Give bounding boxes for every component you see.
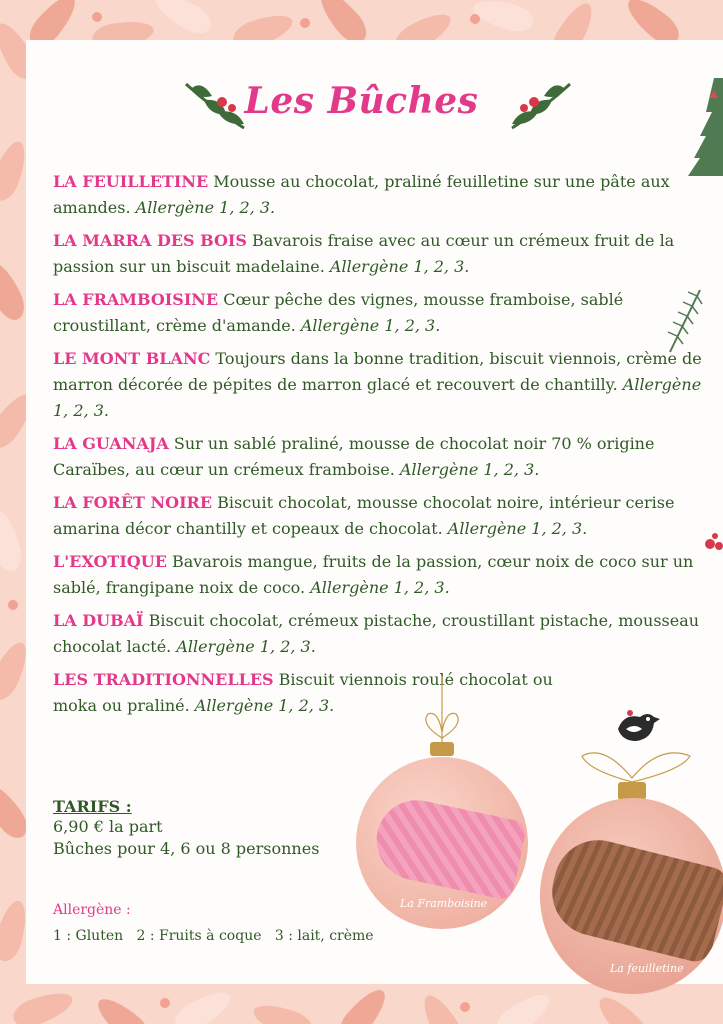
buche-name: LES TRADITIONNELLES [53,670,274,689]
buche-name: LA FORÊT NOIRE [53,493,213,512]
buche-allergens: Allergène 1, 2, 3. [300,316,441,335]
list-item [53,490,703,542]
ornament-label-framboisine: La Framboisine [400,897,488,910]
buche-allergens: Allergène 1, 2, 3. [53,375,702,420]
feuilletine-buche-image [543,831,723,965]
buche-name: L'EXOTIQUE [53,552,167,571]
buche-allergens: Allergène 1, 2, 3. [447,519,588,538]
list-item [53,169,703,221]
tarifs-block [53,797,353,860]
buche-description: Cœur pêche des vignes, mousse framboise, sablé croustillant, crème d'amande. [53,290,624,335]
buche-allergens: Allergène 1, 2, 3. [329,257,470,276]
ornament-framboisine [356,757,528,929]
tarifs-title: TARIFS : [53,797,132,816]
buche-description: Toujours dans la bonne tradition, biscuit viennois, crème de marron décorée de pépites de marron glacé et recouvert de chantilly. [53,349,702,394]
ornament-label-feuilletine: La feuilletine [610,962,684,975]
bird-icon [614,707,660,747]
list-item [53,287,653,339]
buche-allergens: Allergène 1, 2, 3. [176,637,316,656]
list-item [53,431,703,483]
buche-name: LA FEUILLETINE [53,172,209,191]
buche-allergens: Allergène 1, 2, 3. [135,198,276,217]
buche-description: Mousse au chocolat, praliné feuilletine sur une pâte aux amandes. [53,172,670,217]
buche-allergens: Allergène 1, 2, 3. [194,696,335,715]
buche-description: Sur un sablé praliné, mousse de chocolat noir 70 % origine Caraïbes, au cœur un crémeux framboise. [53,434,655,479]
buche-name: LA GUANAJA [53,434,169,453]
holly-sprig-right-icon [508,78,574,132]
holly-berries-icon [700,520,723,554]
buche-description: Biscuit chocolat, mousse chocolat noire, intérieur cerise amarina décor chantilly et copeaux de chocolat. [53,493,675,538]
buche-name: LA FRAMBOISINE [53,290,219,309]
list-item [53,608,703,660]
buche-name: LA MARRA DES BOIS [53,231,247,250]
ornament-string-right [578,742,698,804]
buche-list [53,169,703,726]
buche-allergens: Allergène 1, 2, 3. [310,578,450,597]
list-item [53,549,703,601]
allergen-legend-list: 1 : Gluten 2 : Fruits à coque 3 : lait, crème [53,928,374,944]
buche-name: LA DUBAÏ [53,611,144,630]
buche-description: Bavarois mangue, fruits de la passion, cœur noix de coco sur un sablé, frangipane noix de coco. [53,552,694,597]
price-per-slice: 6,90 € la part [53,817,163,836]
framboisine-buche-image [369,793,527,901]
buche-description: Biscuit viennois roulé chocolat ou moka ou praliné. [53,670,553,715]
list-item [53,228,703,280]
ornament-feuilletine [540,798,723,994]
list-item [53,667,593,719]
buche-description: Bavarois fraise avec au cœur un crémeux fruit de la passion sur un biscuit madelaine. [53,231,675,276]
allergen-legend [53,902,433,944]
buche-sizes: Bûches pour 4, 6 ou 8 personnes [53,839,320,858]
page-title: Les Bûches [244,80,479,122]
ornament-string-left [412,676,478,762]
buche-name: LE MONT BLANC [53,349,211,368]
title-row [0,78,723,134]
allergen-legend-title: Allergène : [53,902,131,918]
buche-description: Biscuit chocolat, crémeux pistache, croustillant pistache, mousseau chocolat lacté. [53,611,700,656]
buche-allergens: Allergène 1, 2, 3. [399,460,540,479]
list-item [53,346,703,424]
